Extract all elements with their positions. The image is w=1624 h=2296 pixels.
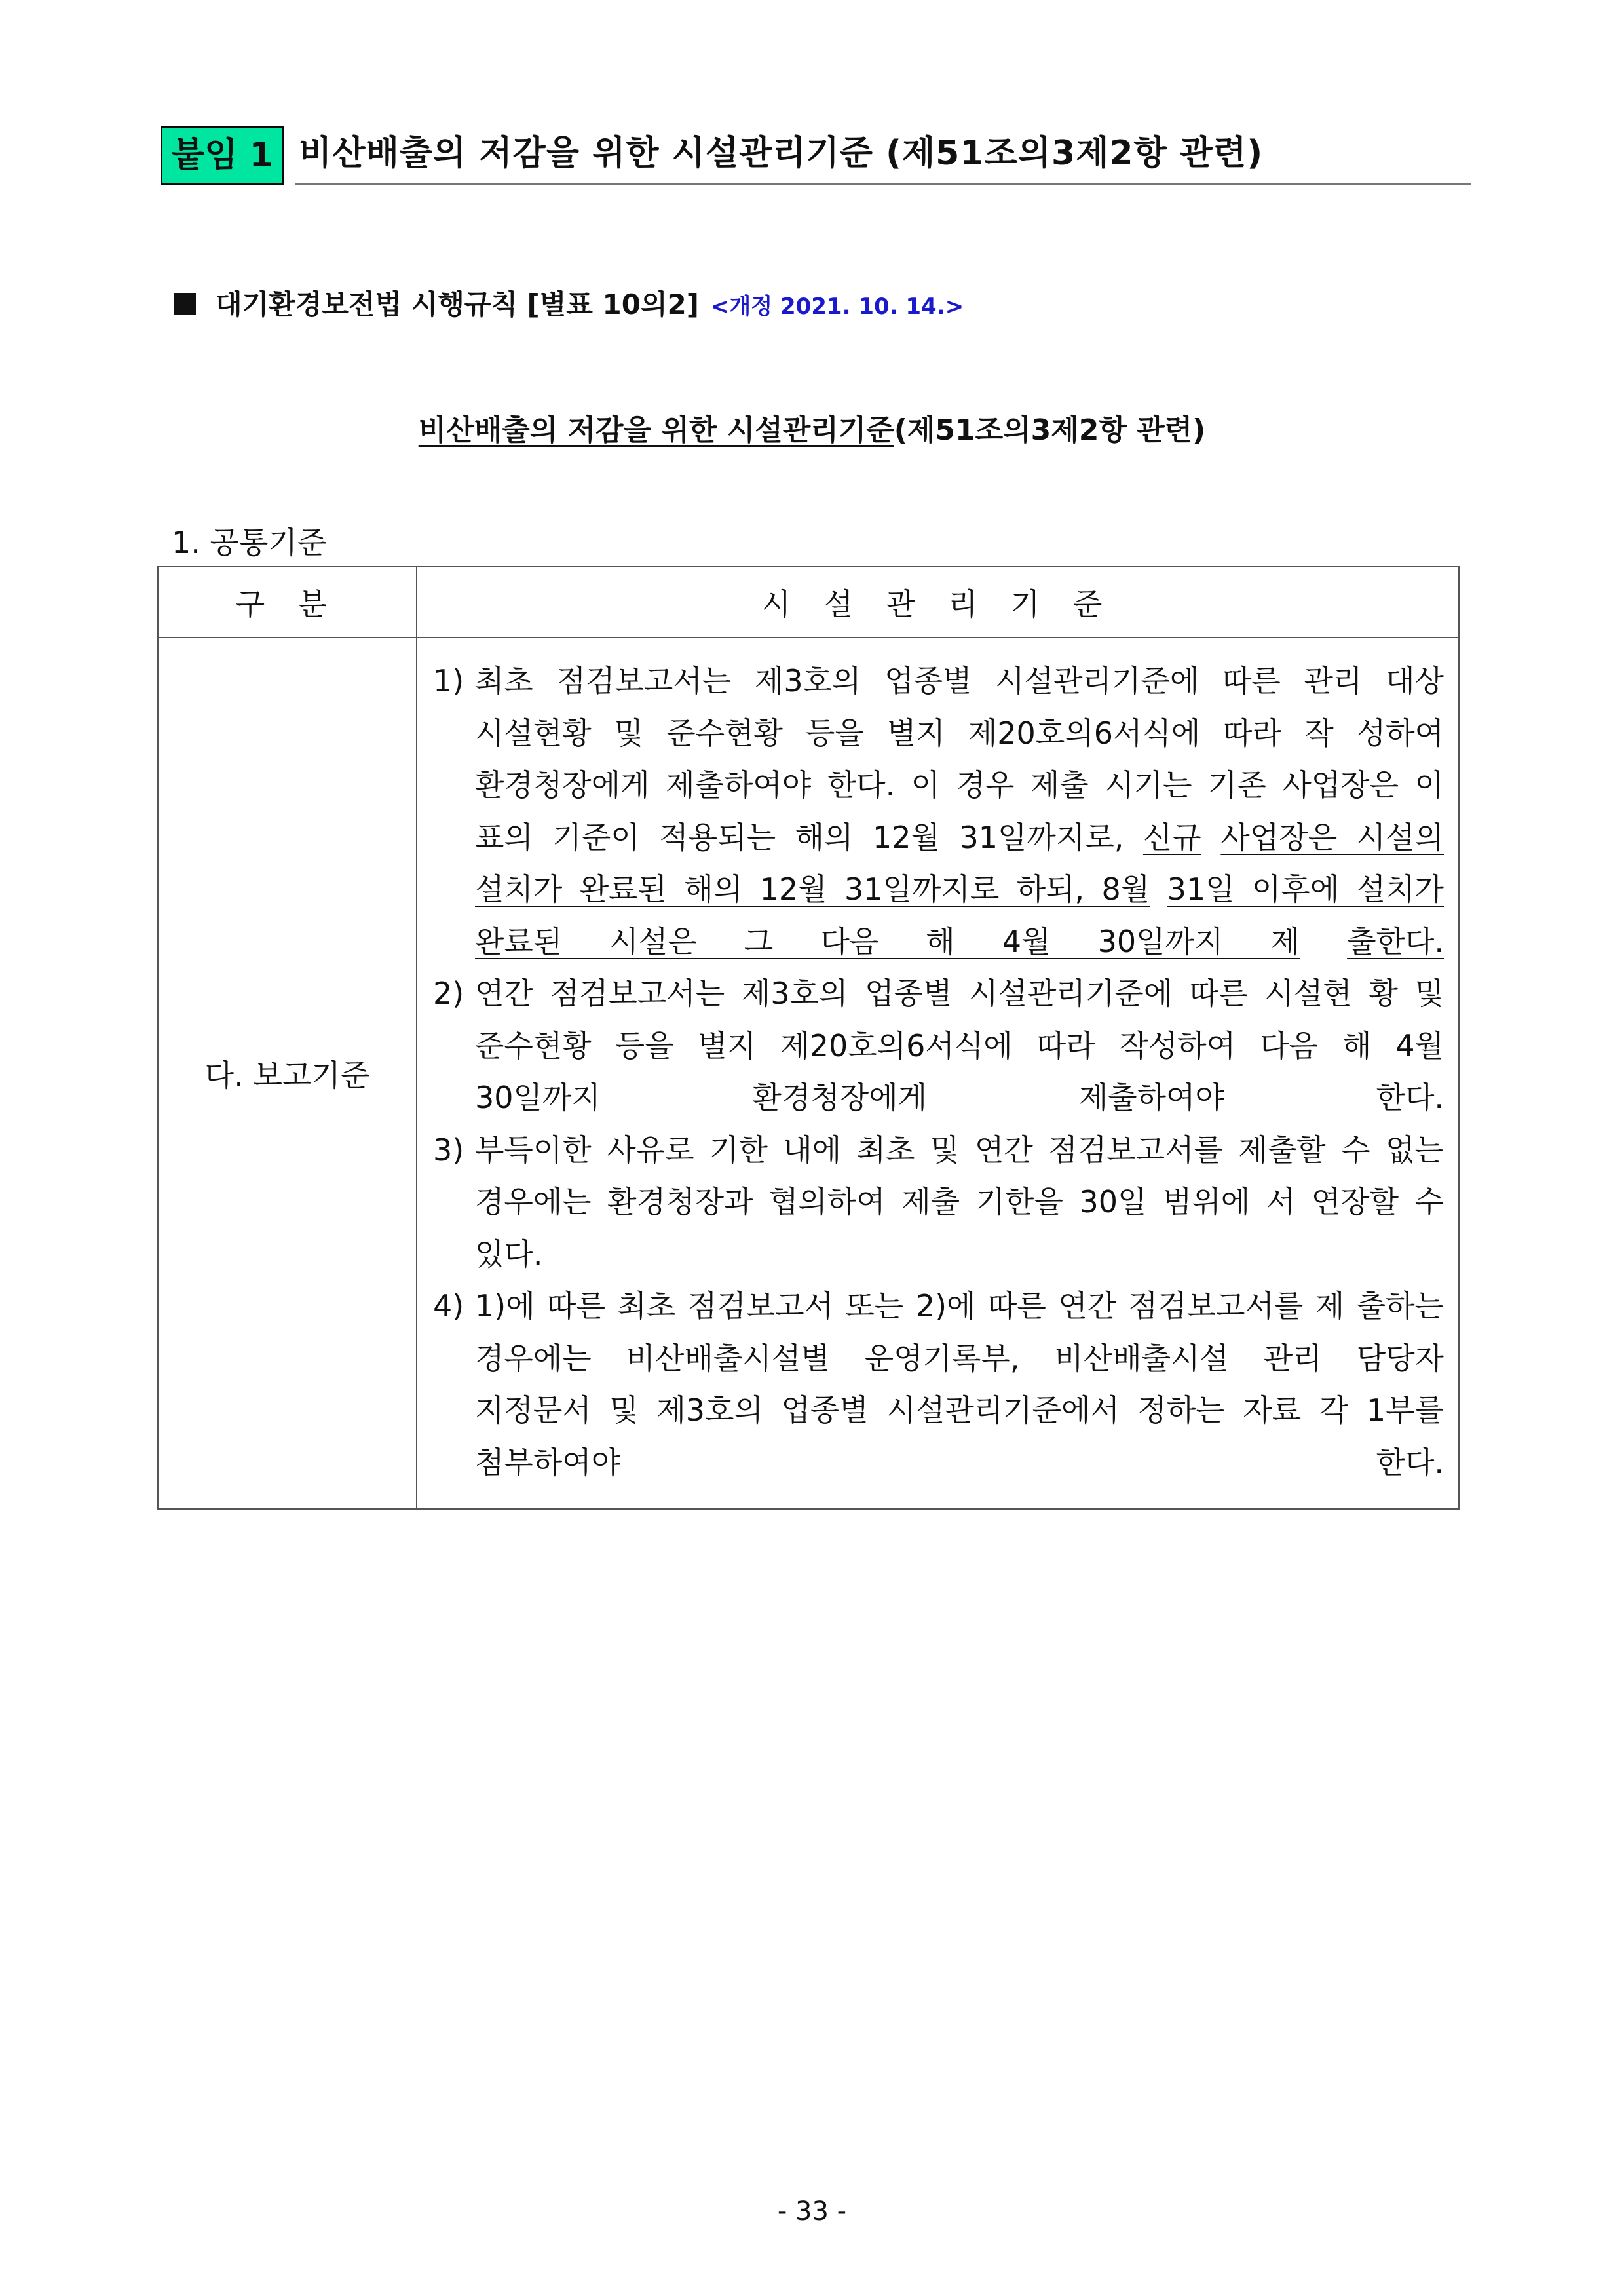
revision-date: <개정 2021. 10. 14.>: [710, 294, 964, 320]
header-category: 구 분: [158, 567, 417, 638]
item-line: 수 없는 경우에는 환경청장과 협의하여 제출 기한을 30일 범위에: [475, 1132, 1444, 1219]
list-item: [433, 1124, 1444, 1281]
item-body: [475, 968, 1444, 1124]
category-cell: 다. 보고기준: [158, 638, 417, 1509]
item-line: 부득이한 사유로 기한 내에 최초 및 연간 점검보고서를 제출할: [475, 1132, 1326, 1168]
attachment-badge: 붙임 1: [161, 126, 284, 185]
attachment-title: 비산배출의 저감을 위한 시설관리기준 (제51조의3제2항 관련): [295, 126, 1471, 185]
item-line: 담당자 지정문서 및 제3호의 업종별 시설관리기준에서 정하는 자료: [475, 1340, 1444, 1428]
section-label: 1. 공통기준: [172, 525, 327, 560]
item-line-underlined: 사업장은 시설의 설치가 완료된 해의 12월 31일까지로 하되, 8월: [475, 819, 1444, 907]
regulation-line: [174, 282, 964, 328]
item-number: 3): [433, 1132, 464, 1168]
item-line: 연간 점검보고서는 제3호의 업종별 시설관리기준에 따른 시설현: [475, 976, 1352, 1011]
item-line: 서 연장할 수 있다.: [475, 1184, 1445, 1272]
item-line: 대상 시설현황 및 준수현황 등을 별지 제20호의6서식에 따라 작: [475, 663, 1445, 751]
item-number: 1): [433, 663, 464, 698]
item-line: 해 4월 30일까지 환경청장에게 제출하여야 한다.: [475, 1027, 1445, 1115]
item-line: 최초 점검보고서는 제3호의 업종별 시설관리기준에 따른 관리: [475, 663, 1363, 698]
item-body: [475, 1280, 1444, 1489]
item-line: 1)에 따른 최초 점검보고서 또는 2)에 따른 연간 점검보고서를 제: [475, 1288, 1345, 1324]
content-cell: [417, 638, 1459, 1509]
black-square-icon: [174, 293, 196, 315]
item-body: [475, 1124, 1444, 1281]
item-line-underlined: 신규: [1142, 819, 1201, 855]
header-content: 시 설 관 리 기 준: [417, 567, 1459, 638]
list-item: [433, 968, 1444, 1124]
table-row: [158, 638, 1459, 1509]
subtitle-underlined: 비산배출의 저감을 위한 시설관리기준: [418, 413, 894, 447]
list-item: [433, 655, 1444, 968]
item-number: 4): [433, 1288, 464, 1324]
item-line: 성하여 환경청장에게 제출하여야 한다. 이 경우 제출 시기는 기존: [475, 715, 1445, 803]
subtitle-rest: (제51조의3제2항 관련): [894, 413, 1206, 447]
item-number: 2): [433, 976, 464, 1011]
item-body: [475, 655, 1444, 968]
list-item: [433, 1280, 1444, 1489]
item-line-underlined: 출한다.: [1347, 923, 1444, 959]
page-number: - 33 -: [777, 2196, 847, 2227]
attachment-header: [161, 126, 1471, 185]
table-header-row: [158, 567, 1459, 638]
item-line: 출하는 경우에는 비산배출시설별 운영기록부, 비산배출시설 관리: [475, 1288, 1444, 1376]
standards-table: [157, 566, 1460, 1510]
item-line: 사업장은 이 표의 기준이 적용되는 해의 12월 31일까지로,: [475, 767, 1444, 855]
regulation-name: 대기환경보전법 시행규칙 [별표 10의2]: [216, 288, 699, 320]
item-line: 각 1부를 첨부하여야 한다.: [475, 1392, 1445, 1480]
item-line-underlined: 31일 이후에 설치가 완료된 시설은 그 다음 해 4월 30일까지 제: [475, 871, 1444, 959]
item-line: 황 및 준수현황 등을 별지 제20호의6서식에 따라 작성하여 다음: [475, 976, 1444, 1063]
document-subtitle: [0, 408, 1624, 453]
